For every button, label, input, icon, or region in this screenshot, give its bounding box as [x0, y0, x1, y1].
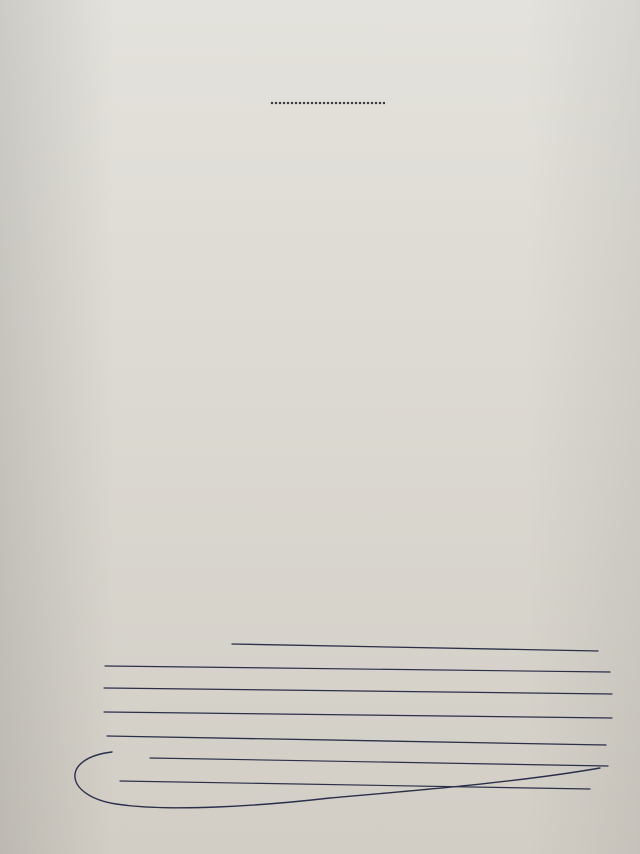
underline-mark	[104, 688, 612, 694]
underline-mark	[104, 712, 612, 718]
underline-mark	[107, 736, 606, 745]
underline-mark	[105, 666, 610, 672]
underline-mark	[232, 644, 598, 651]
star-separator	[270, 100, 385, 106]
circled-passage-mark	[75, 752, 600, 808]
underline-mark	[150, 758, 608, 766]
underline-mark	[120, 781, 590, 789]
